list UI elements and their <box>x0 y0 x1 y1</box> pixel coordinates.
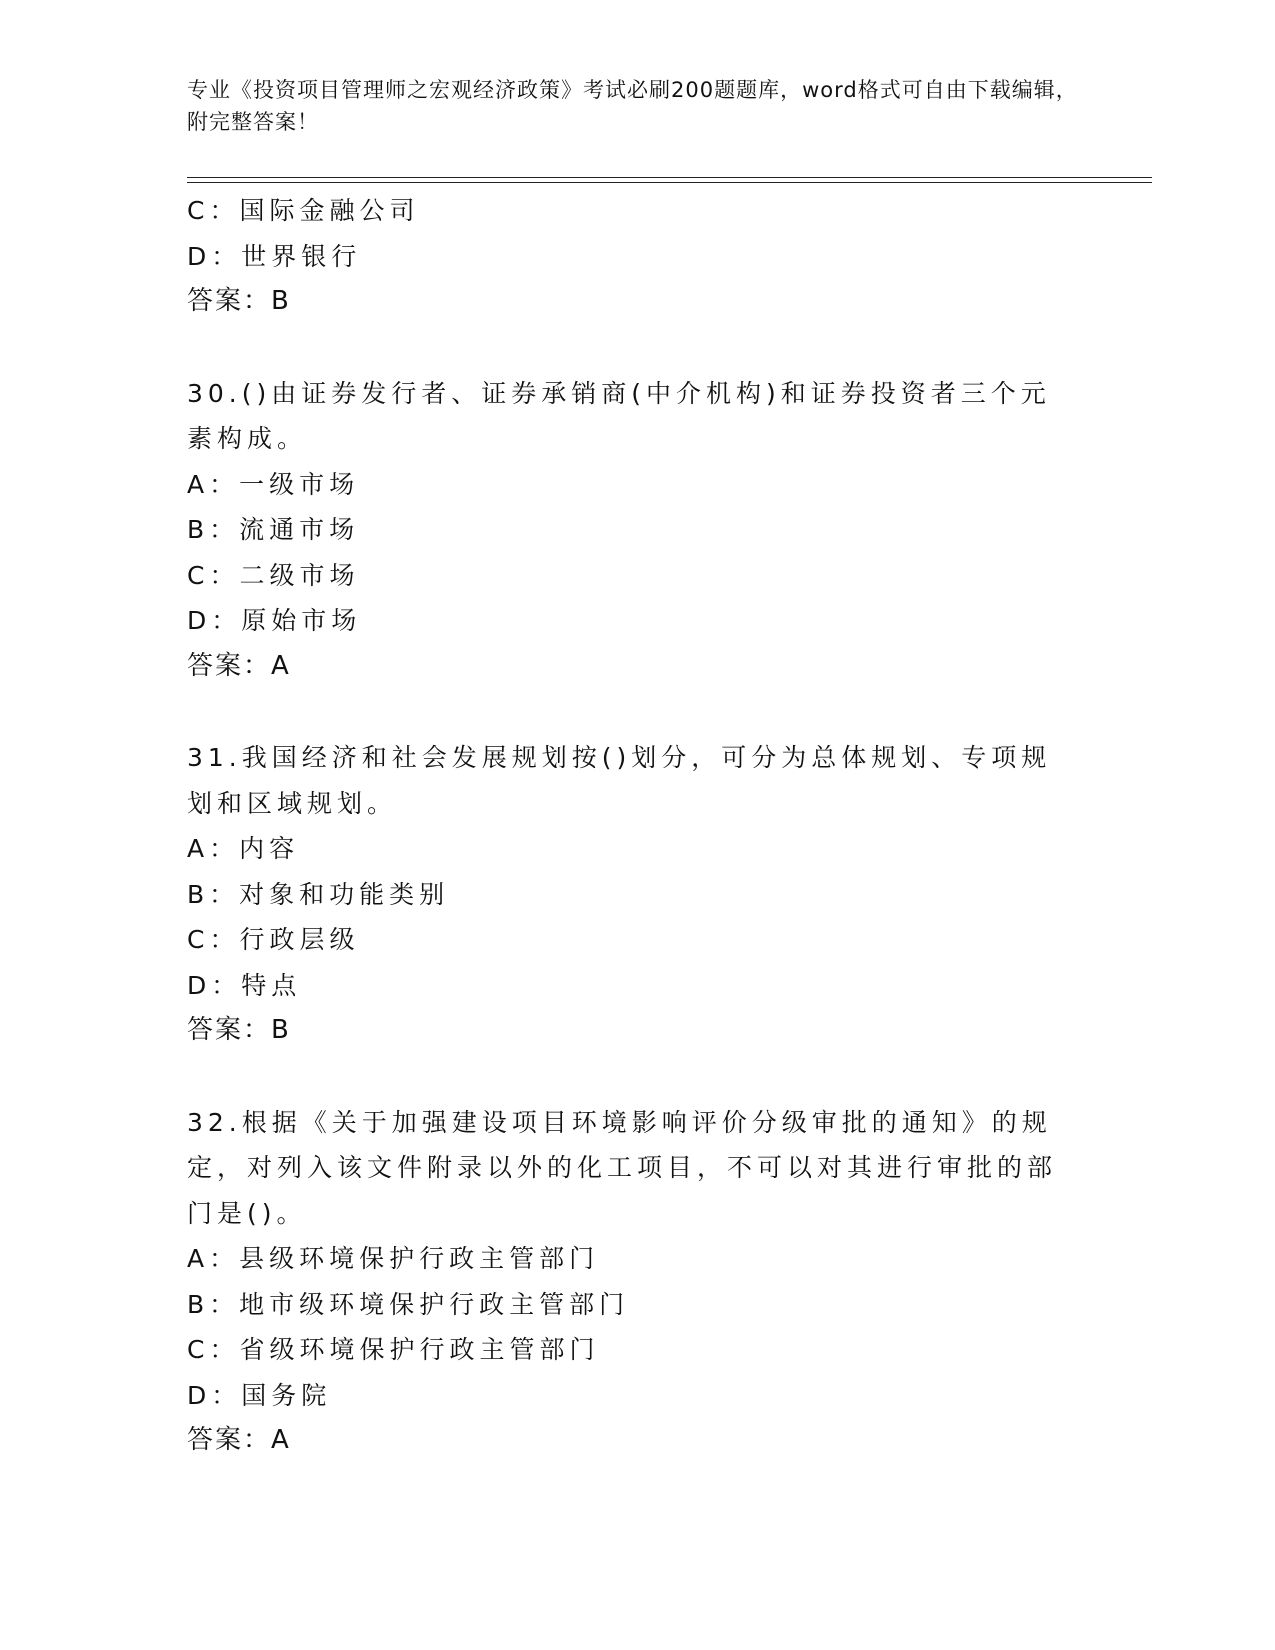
option-b: B：流通市场 <box>187 515 360 544</box>
carryover-block <box>187 188 1087 325</box>
question-text: 31.我国经济和社会发展规划按()划分，可分为总体规划、专项规划和区域规划。 <box>187 743 1052 818</box>
option-d: D：世界银行 <box>187 241 362 271</box>
answer-line: 答案：A <box>187 1425 291 1455</box>
document-header: 专业《投资项目管理师之宏观经济政策》考试必刷200题题库，word格式可自由下载编辑，附完整答案！ <box>187 78 1078 134</box>
option-d: D：国务院 <box>187 1380 332 1410</box>
question-list <box>187 188 1087 1464</box>
header-divider-top <box>187 177 1152 178</box>
option-b: B：对象和功能类别 <box>187 879 450 909</box>
question-text: 30.()由证券发行者、证券承销商(中介机构)和证券投资者三个元素构成。 <box>187 378 1051 453</box>
answer-line: 答案：B <box>187 1015 291 1045</box>
option-c: C：行政层级 <box>187 925 360 954</box>
option-a: A：内容 <box>187 834 300 863</box>
option-a: A：县级环境保护行政主管部门 <box>187 1244 600 1273</box>
option-b: B：地市级环境保护行政主管部门 <box>187 1289 630 1319</box>
answer-line: 答案：B <box>187 286 291 316</box>
answer-line: 答案：A <box>187 650 291 681</box>
option-d: D：原始市场 <box>187 606 362 635</box>
question-32 <box>187 1100 1087 1464</box>
option-a: A：一级市场 <box>187 469 360 499</box>
question-text: 32.根据《关于加强建设项目环境影响评价分级审批的通知》的规定，对列入该文件附录以外的化工项目，不可以对其进行审批的部门是()。 <box>187 1107 1058 1228</box>
option-c: C：二级市场 <box>187 560 360 590</box>
question-30 <box>187 371 1087 690</box>
option-c: C：国际金融公司 <box>187 196 420 225</box>
header-divider-bottom <box>187 182 1152 183</box>
question-31 <box>187 735 1087 1054</box>
option-c: C：省级环境保护行政主管部门 <box>187 1335 600 1364</box>
option-d: D：特点 <box>187 970 302 1000</box>
